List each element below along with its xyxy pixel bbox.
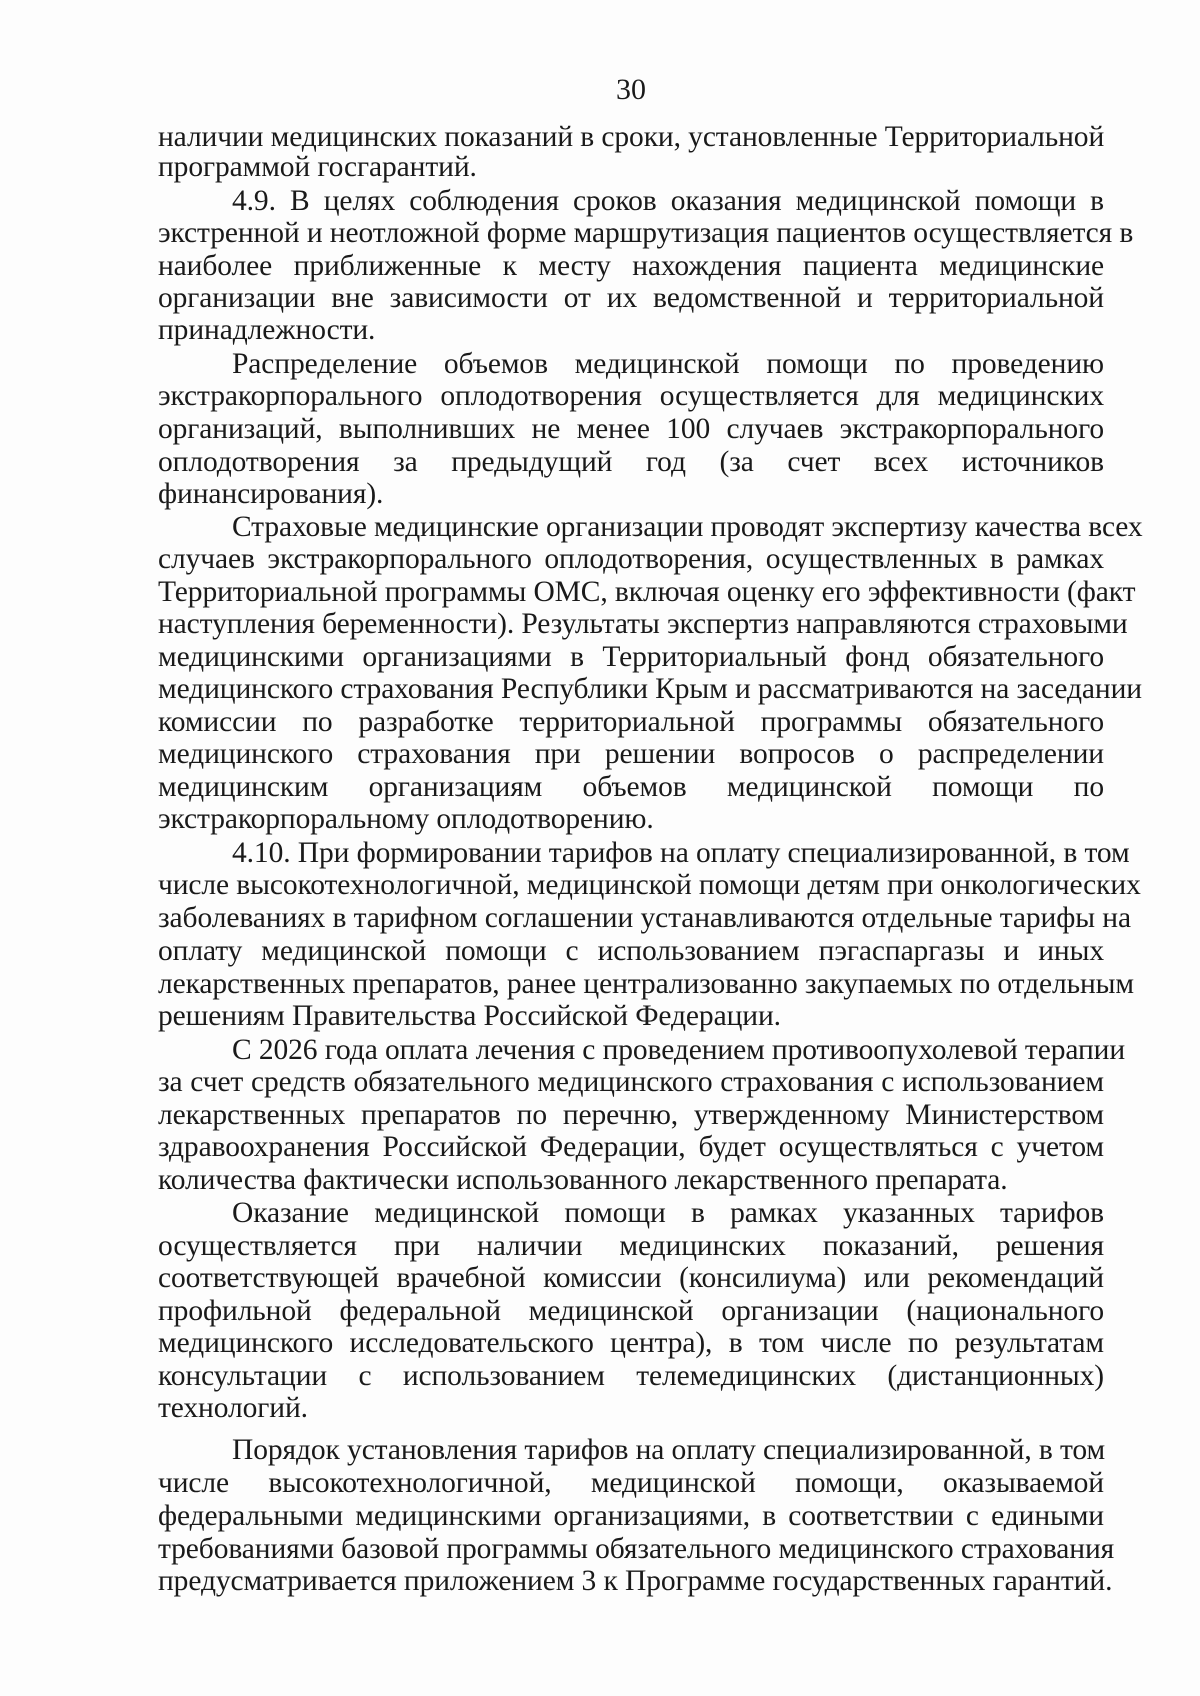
text-line: оплодотворения за предыдущий год (за счет всех источников: [158, 446, 1104, 478]
text-line: предусматривается приложением 3 к Программе государственных гарантий.: [158, 1565, 1113, 1597]
text-line: медицинскими организациями в Территориальный фонд обязательного: [158, 641, 1104, 673]
text-line: случаев экстракорпорального оплодотворения, осуществленных в рамках: [158, 543, 1104, 575]
text-line: медицинского исследовательского центра), в том числе по результатам: [158, 1327, 1104, 1359]
text-line: 4.9. В целях соблюдения сроков оказания медицинской помощи в: [232, 185, 1104, 217]
text-line: решениям Правительства Российской Федерации.: [158, 1000, 781, 1032]
text-line: медицинского страхования Республики Крым и рассматриваются на заседании: [158, 673, 1142, 705]
text-line: технологий.: [158, 1392, 308, 1424]
text-line: оплату медицинской помощи с использованием пэгаспаргазы и иных: [158, 935, 1104, 967]
text-line: программой госгарантий.: [158, 151, 477, 183]
text-line: Оказание медицинской помощи в рамках указанных тарифов: [232, 1197, 1104, 1229]
text-line: количества фактически использованного лекарственного препарата.: [158, 1164, 1008, 1196]
text-line: числе высокотехнологичной, медицинской помощи детям при онкологических: [158, 869, 1141, 901]
text-line: Распределение объемов медицинской помощи по проведению: [232, 348, 1104, 380]
page-number: 30: [616, 73, 646, 106]
text-line: экстренной и неотложной форме маршрутизация пациентов осуществляется в: [158, 217, 1134, 249]
text-line: 4.10. При формировании тарифов на оплату специализированной, в том: [232, 837, 1130, 869]
text-line: финансирования).: [158, 478, 384, 510]
text-line: Порядок установления тарифов на оплату специализированной, в том: [232, 1434, 1106, 1466]
text-line: С 2026 года оплата лечения с проведением противоопухолевой терапии: [232, 1034, 1126, 1066]
text-line: Территориальной программы ОМС, включая оценку его эффективности (факт: [158, 576, 1136, 608]
text-line: наиболее приближенные к месту нахождения пациента медицинские: [158, 250, 1104, 282]
text-line: требованиями базовой программы обязательного медицинского страхования: [158, 1533, 1115, 1565]
text-line: организации вне зависимости от их ведомственной и территориальной: [158, 282, 1104, 314]
text-line: осуществляется при наличии медицинских показаний, решения: [158, 1230, 1104, 1262]
text-line: лекарственных препаратов по перечню, утвержденному Министерством: [158, 1099, 1104, 1131]
text-line: принадлежности.: [158, 314, 376, 346]
text-line: медицинского страхования при решении вопросов о распределении: [158, 738, 1104, 770]
text-line: федеральными медицинскими организациями, в соответствии с едиными: [158, 1500, 1104, 1532]
text-line: консультации с использованием телемедицинских (дистанционных): [158, 1360, 1104, 1392]
text-line: здравоохранения Российской Федерации, будет осуществляться с учетом: [158, 1131, 1104, 1163]
text-line: организаций, выполнивших не менее 100 случаев экстракорпорального: [158, 413, 1104, 445]
text-line: экстракорпорального оплодотворения осуществляется для медицинских: [158, 380, 1104, 412]
text-line: числе высокотехнологичной, медицинской помощи, оказываемой: [158, 1467, 1104, 1499]
text-line: Страховые медицинские организации проводят экспертизу качества всех: [232, 511, 1143, 543]
text-line: за счет средств обязательного медицинского страхования с использованием: [158, 1066, 1104, 1098]
text-line: соответствующей врачебной комиссии (консилиума) или рекомендаций: [158, 1262, 1104, 1294]
text-line: наличии медицинских показаний в сроки, установленные Территориальной: [158, 121, 1105, 153]
text-line: комиссии по разработке территориальной программы обязательного: [158, 706, 1104, 738]
text-line: медицинским организациям объемов медицинской помощи по: [158, 771, 1104, 803]
text-line: заболеваниях в тарифном соглашении устанавливаются отдельные тарифы на: [158, 902, 1131, 934]
text-line: лекарственных препаратов, ранее централизованно закупаемых по отдельным: [158, 968, 1134, 1000]
text-line: экстракорпоральному оплодотворению.: [158, 803, 654, 835]
text-line: профильной федеральной медицинской организации (национального: [158, 1295, 1104, 1327]
text-line: наступления беременности). Результаты экспертиз направляются страховыми: [158, 608, 1128, 640]
